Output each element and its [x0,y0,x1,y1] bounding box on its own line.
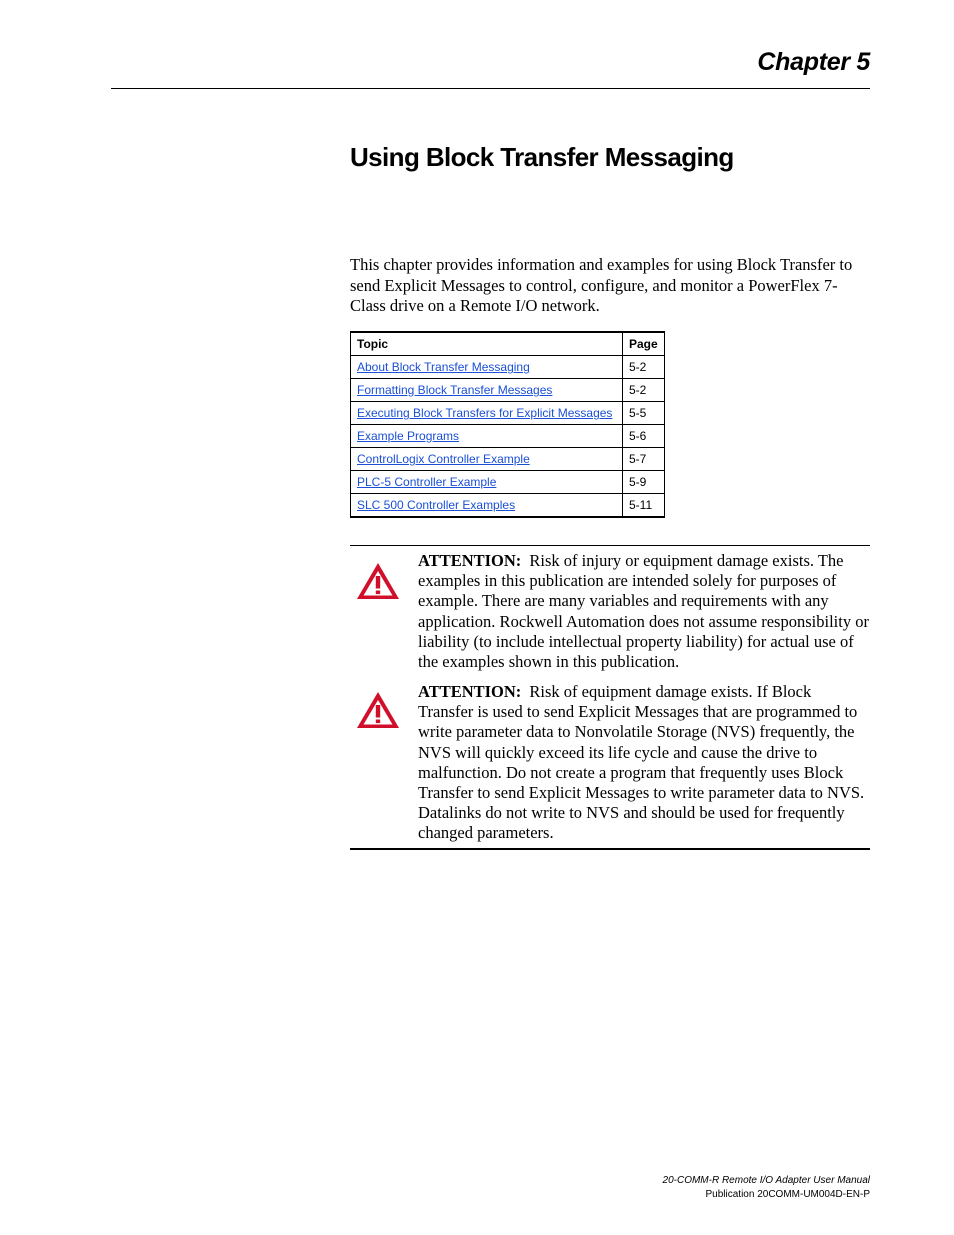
attention-text: Risk of injury or equipment damage exists. The examples in this publication are intended solely for purposes of example. There are many variables and requirements with any application. Rockwell Automation does not assume responsibility or liability (to include intellectual property liability) for actual use of the examples shown in this publication. [418,551,869,672]
page-number: 5-7 [623,448,665,471]
topic-link-slc500[interactable]: SLC 500 Controller Examples [357,498,516,512]
topic-link-controllogix[interactable]: ControlLogix Controller Example [357,452,530,466]
topic-link-formatting[interactable]: Formatting Block Transfer Messages [357,383,553,397]
attention-text: Risk of equipment damage exists. If Block Transfer is used to send Explicit Messages that are programmed to write parameter data to Nonvolatile Storage (NVS) frequently, the NVS will quickly exceed its life cycle and cause the drive to malfunction. Do not create a program that frequently uses Block Transfer to send Explicit Messages to write parameter data to NVS. Datalinks do not write to NVS and should be used for frequently changed parameters. [418,682,865,843]
topic-link-plc5[interactable]: PLC-5 Controller Example [357,475,497,489]
table-header-row [351,332,665,356]
table-row [351,379,665,402]
attention-note-2 [418,682,870,844]
page-column-header: Page [623,332,665,356]
page-number: 5-6 [623,425,665,448]
topic-link-about-block-transfer[interactable]: About Block Transfer Messaging [357,360,530,374]
attention-label: ATTENTION: [418,682,522,701]
topic-link-example-programs[interactable]: Example Programs [357,429,460,443]
attention-label: ATTENTION: [418,551,522,570]
chapter-label: Chapter 5 [757,48,870,76]
table-row [351,471,665,494]
footer-manual-title: 20-COMM-R Remote I/O Adapter User Manual [662,1175,870,1186]
footer-publication: Publication 20COMM-UM004D-EN-P [705,1189,870,1200]
warning-triangle-icon [354,689,402,731]
page-title: Using Block Transfer Messaging [350,142,734,172]
page-number: 5-2 [623,356,665,379]
topics-table [350,331,665,518]
header-rule [111,88,870,89]
attention-note-1 [418,551,870,672]
table-row [351,356,665,379]
table-row [351,402,665,425]
table-row [351,425,665,448]
table-row [351,494,665,518]
page-number: 5-11 [623,494,665,518]
page-number: 5-2 [623,379,665,402]
intro-paragraph: This chapter provides information and examples for using Block Transfer to send Explicit Messages to control, configure, and monitor a PowerFlex 7-Class drive on a Remote I/O network. [350,255,853,315]
table-row [351,448,665,471]
topic-column-header: Topic [351,332,623,356]
attention-block [350,545,870,850]
warning-triangle-icon [354,560,402,602]
footer [663,1174,870,1202]
page-number: 5-5 [623,402,665,425]
topic-link-executing[interactable]: Executing Block Transfers for Explicit Messages [357,406,613,420]
page-number: 5-9 [623,471,665,494]
